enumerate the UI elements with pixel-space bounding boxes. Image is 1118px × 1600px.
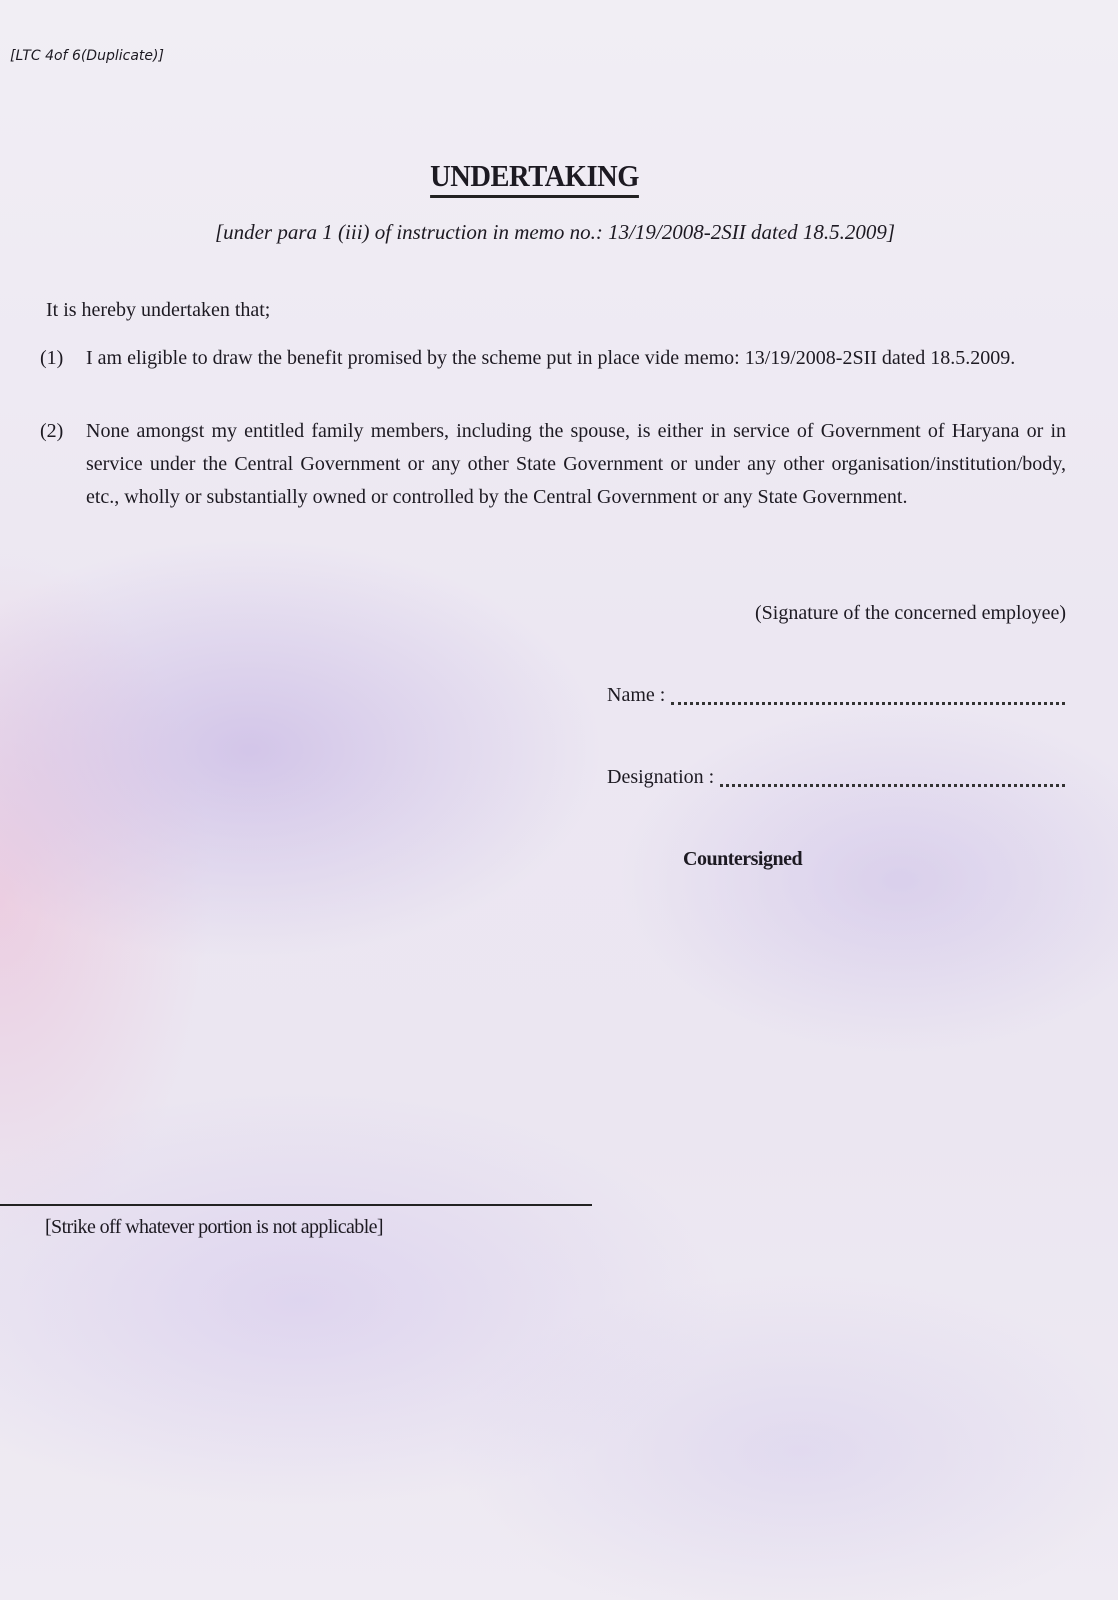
designation-dotted-line[interactable]	[720, 766, 1065, 787]
item-number: (2)	[40, 420, 64, 442]
memo-reference: [under para 1 (iii) of instruction in memo no.: 13/19/2008-2SII dated 18.5.2009]	[214, 220, 896, 244]
intro-text: It is hereby undertaken that;	[46, 299, 271, 321]
designation-label: Designation :	[607, 766, 715, 788]
list-item	[40, 415, 1066, 514]
footnote: [Strike off whatever portion is not applicable]	[45, 1216, 383, 1238]
item-text: I am eligible to draw the benefit promised by the scheme put in place vide memo: 13/19/2008-2SII dated 18.5.2009.	[86, 347, 1016, 369]
item-number: (1)	[40, 347, 64, 369]
name-field[interactable]	[607, 684, 1065, 707]
signature-label: (Signature of the concerned employee)	[755, 602, 1066, 624]
title-text: UNDERTAKING	[431, 158, 640, 198]
footnote-divider	[0, 1204, 592, 1206]
name-dotted-line[interactable]	[671, 684, 1065, 705]
form-reference: [LTC 4of 6(Duplicate)]	[10, 48, 164, 64]
item-text: None amongst my entitled family members, including the spouse, is either in service of Government of Haryana or in service under the Central Government or any other State Government or under any other organisation/institution/body, etc., wholly or substantially owned or controlled by the Central Government or any State Government.	[86, 420, 1066, 508]
page-title	[0, 158, 1070, 198]
name-label: Name :	[607, 684, 666, 706]
list-item	[40, 342, 1066, 375]
designation-field[interactable]	[607, 766, 1065, 789]
countersigned-label: Countersigned	[683, 848, 803, 870]
